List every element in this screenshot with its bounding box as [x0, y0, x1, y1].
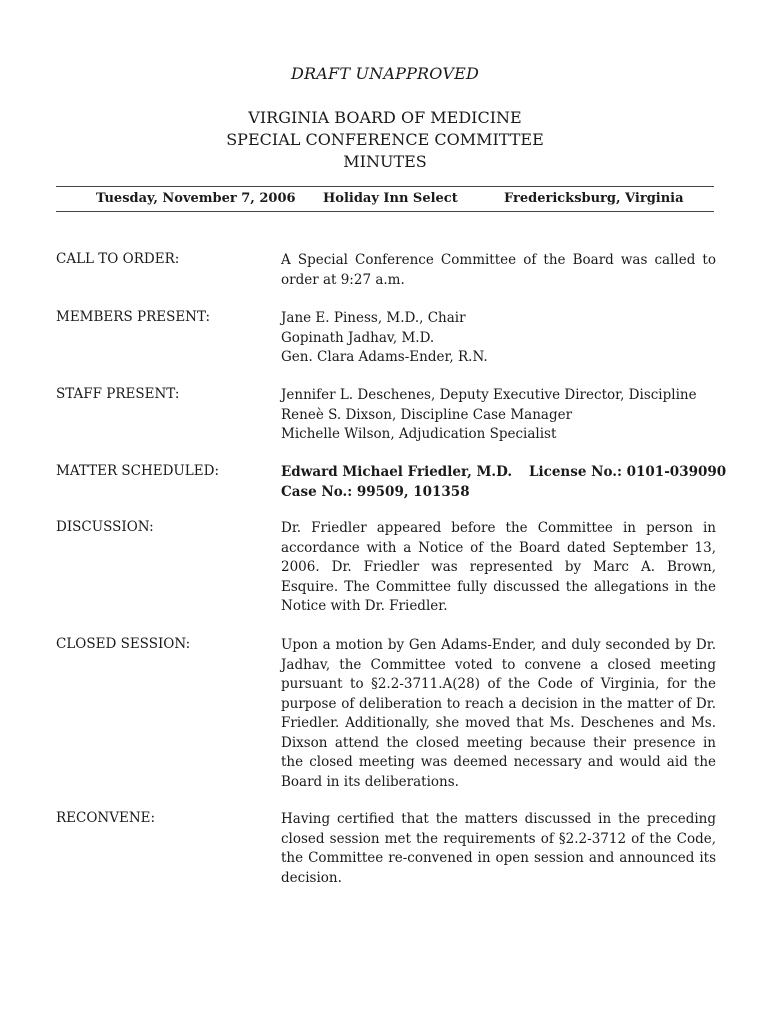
member-item: Jane E. Piness, M.D., Chair	[281, 310, 466, 326]
section-text: Dr. Friedler appeared before the Committee in person in accordance with a Notice of the Board dated September 13, 2006. Dr. Friedler was represented by Marc A. Brown, Esquire. The Committee fully discussed the allegations in the Notice with Dr. Friedler.	[281, 520, 716, 614]
meeting-date: Tuesday, November 7, 2006	[96, 191, 296, 206]
member-item: Gopinath Jadhav, M.D.	[281, 329, 435, 346]
staff-item: Jennifer L. Deschenes, Deputy Executive Director, Discipline	[281, 387, 697, 403]
title-board: VIRGINIA BOARD OF MEDICINE	[248, 108, 522, 127]
staff-item: Michelle Wilson, Adjudication Specialist	[281, 426, 557, 442]
section-label: MATTER SCHEDULED:	[56, 463, 220, 479]
meeting-city: Fredericksburg, Virginia	[504, 191, 684, 206]
section-text: Upon a motion by Gen Adams-Ender, and duly seconded by Dr. Jadhav, the Committee voted to convene a closed meeting pursuant to §2.2-3711.A(28) of the Code of Virginia, for the purpose of deliberation to reach a decision in the matter of Dr. Friedler. Additionally, she moved that Ms. Deschenes and Ms. Dixson attend the closed meeting because their presence in the closed meeting was deemed necessary and would aid the Board in its deliberations.	[281, 637, 716, 790]
license-number: License No.: 0101-039090	[529, 464, 727, 480]
staff-item: Reneè S. Dixson, Discipline Case Manager	[281, 406, 573, 423]
section-label: STAFF PRESENT:	[56, 386, 180, 402]
case-number: Case No.: 99509, 101358	[281, 483, 470, 500]
meeting-place: Holiday Inn Select	[323, 191, 458, 206]
draft-status: DRAFT UNAPPROVED	[290, 64, 479, 83]
matter-details	[281, 463, 727, 502]
section-label: CLOSED SESSION:	[56, 636, 191, 652]
meeting-dateline	[56, 191, 714, 211]
divider-bottom	[56, 211, 714, 212]
section-label: DISCUSSION:	[56, 519, 154, 535]
section-text: Having certified that the matters discussed in the preceding closed session met the requirements of §2.2-3712 of the Code, the Committee re-convened in open session and announced its decision.	[281, 811, 716, 886]
divider-top	[56, 186, 714, 187]
section-text: A Special Conference Committee of the Board was called to order at 9:27 a.m.	[281, 252, 716, 288]
title-minutes: MINUTES	[343, 152, 427, 171]
member-item: Gen. Clara Adams-Ender, R.N.	[281, 349, 488, 365]
section-label: RECONVENE:	[56, 810, 156, 826]
section-label: MEMBERS PRESENT:	[56, 309, 211, 325]
section-label: CALL TO ORDER:	[56, 251, 180, 267]
respondent-name: Edward Michael Friedler, M.D.	[281, 464, 513, 480]
document-title	[0, 107, 770, 173]
members-list	[281, 309, 716, 368]
staff-list	[281, 386, 716, 445]
title-committee: SPECIAL CONFERENCE COMMITTEE	[226, 130, 544, 149]
